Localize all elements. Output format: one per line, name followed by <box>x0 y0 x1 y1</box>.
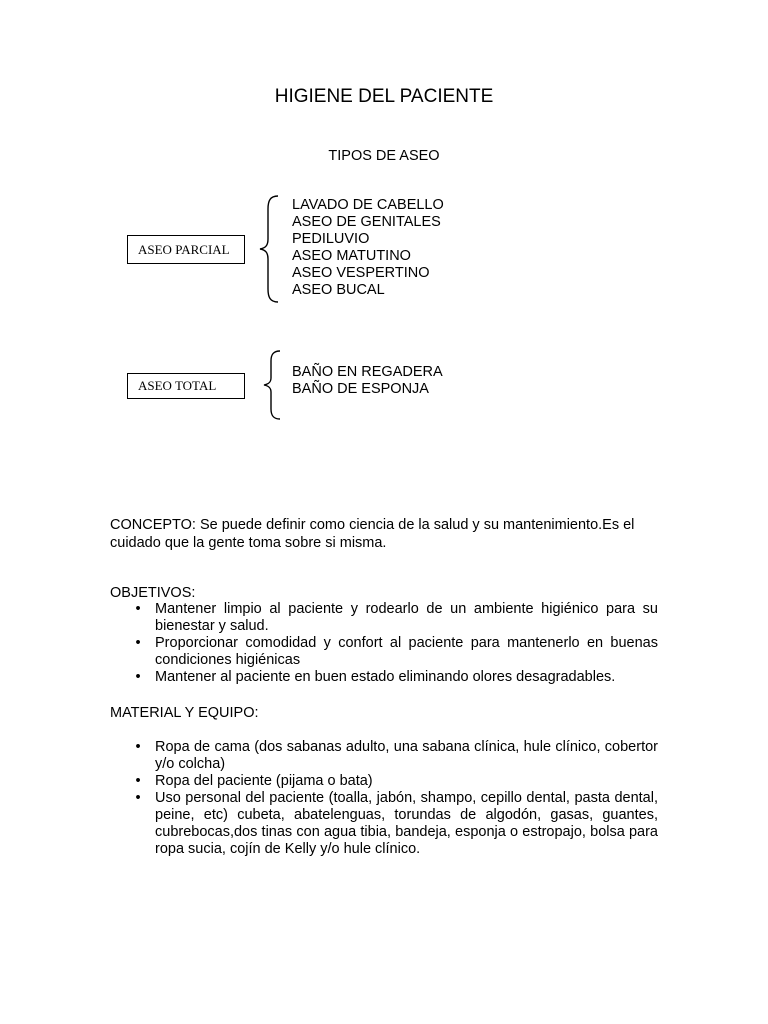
list-item: LAVADO DE CABELLO <box>292 197 444 213</box>
list-item: ASEO MATUTINO <box>292 248 411 264</box>
bullet-icon: • <box>135 669 141 685</box>
material-heading: MATERIAL Y EQUIPO: <box>110 705 259 721</box>
aseo-parcial-brace <box>258 195 280 303</box>
page-subtitle <box>0 147 768 165</box>
list-item-text: Ropa del paciente (pijama o bata) <box>155 773 373 789</box>
page-title: HIGIENE DEL PACIENTE <box>274 86 494 107</box>
list-item-text: Proporcionar comodidad y confort al paciente para mantenerlo en buenas condiciones higiénicas <box>155 635 658 668</box>
list-item <box>110 635 658 669</box>
list-item <box>110 601 658 635</box>
bullet-icon: • <box>135 739 141 755</box>
list-item: BAÑO EN REGADERA <box>292 364 443 380</box>
aseo-total-label: ASEO TOTAL <box>138 378 217 393</box>
aseo-parcial-list <box>292 197 444 299</box>
aseo-parcial-box <box>127 235 245 264</box>
list-item-text: Mantener al paciente en buen estado eliminando olores desagradables. <box>155 669 616 685</box>
list-item-text: Mantener limpio al paciente y rodearlo de un ambiente higiénico para su bienestar y salud. <box>155 601 658 634</box>
bullet-icon: • <box>135 635 141 651</box>
aseo-parcial-label: ASEO PARCIAL <box>138 241 230 257</box>
subtitle-text: TIPOS DE ASEO <box>328 148 440 164</box>
bullet-icon: • <box>135 601 141 617</box>
list-item: ASEO DE GENITALES <box>292 214 441 230</box>
list-item: PEDILUVIO <box>292 231 370 247</box>
bullet-icon: • <box>135 790 141 806</box>
list-item: BAÑO DE ESPONJA <box>292 381 429 397</box>
list-item <box>110 790 658 858</box>
list-item-text: Ropa de cama (dos sabanas adulto, una sabana clínica, hule clínico, cobertor y/o colcha) <box>155 739 658 772</box>
concepto-paragraph: CONCEPTO: Se puede definir como ciencia de la salud y su mantenimiento.Es el cuidado que la gente toma sobre si misma. <box>110 517 635 551</box>
material-list <box>110 739 658 858</box>
aseo-total-brace <box>262 350 282 420</box>
list-item-text: Uso personal del paciente (toalla, jabón, shampo, cepillo dental, pasta dental, peine, etc) cubeta, abatelenguas, torundas de algodón, gasas, guantes, cubrebocas,dos tinas con agua tibia, bandeja, esponja o estropajo, bolsa para ropa sucia, cojín de Kelly y/o hule clínico. <box>155 790 658 857</box>
objetivos-heading: OBJETIVOS: <box>110 585 196 601</box>
objetivos-list <box>110 601 658 686</box>
aseo-total-box <box>127 373 245 399</box>
bullet-icon: • <box>135 773 141 789</box>
list-item <box>110 773 658 790</box>
list-item <box>110 669 658 686</box>
aseo-total-list <box>292 364 443 398</box>
list-item: ASEO BUCAL <box>292 282 385 298</box>
list-item: ASEO VESPERTINO <box>292 265 430 281</box>
list-item <box>110 739 658 773</box>
